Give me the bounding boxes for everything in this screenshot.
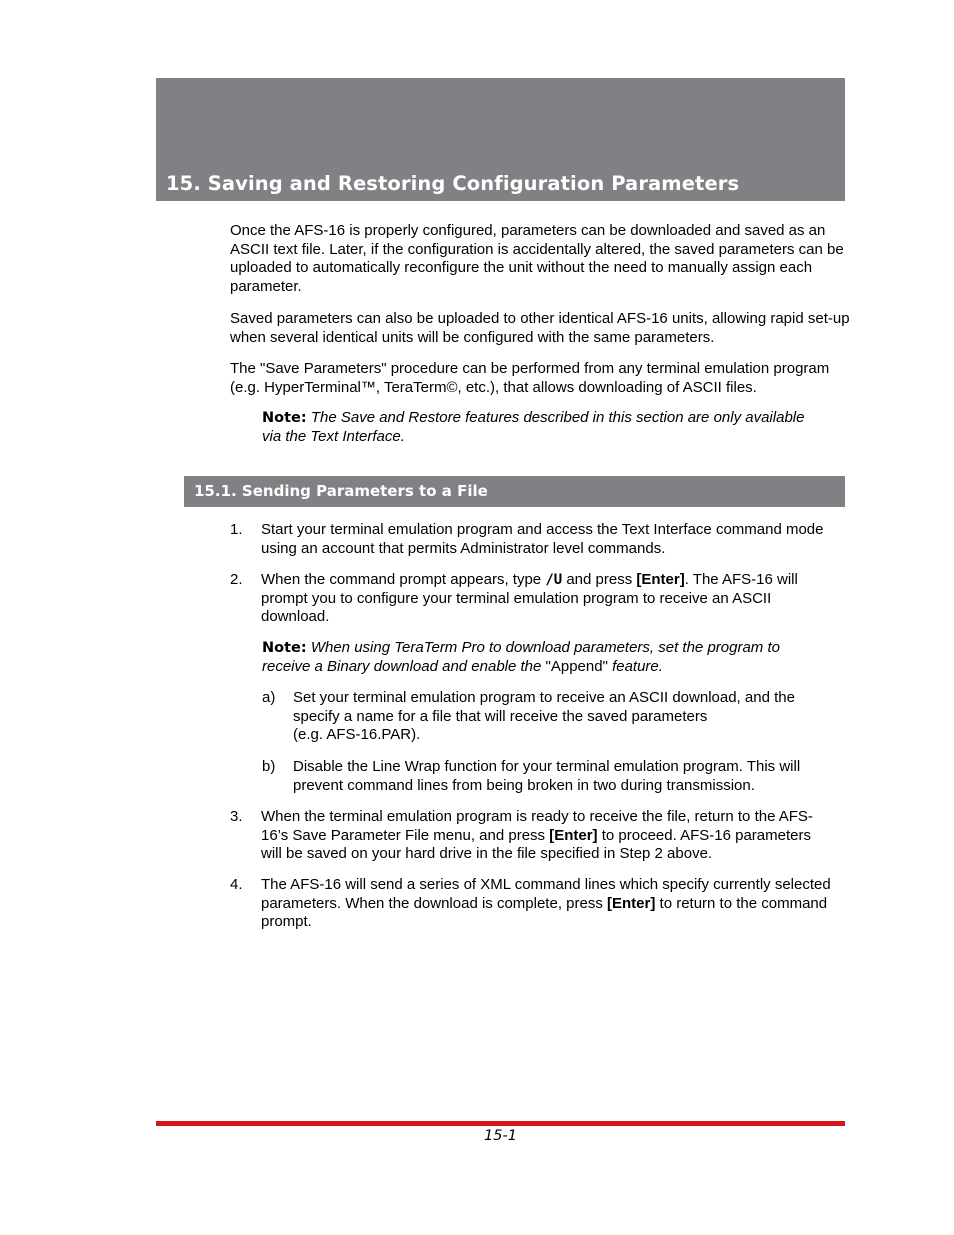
chapter-banner: [156, 78, 845, 201]
enter-key: [Enter]: [636, 571, 685, 588]
step-number: 1.: [230, 521, 243, 538]
step-text: When the command prompt appears, type /U and press [Enter]. The AFS-16 will prompt you to configure your terminal emulation program to receive an ASCII download.: [261, 571, 798, 626]
step-text: The AFS-16 will send a series of XML command lines which specify currently selected parameters. When the download is complete, press [Enter] to return to the command prompt.: [261, 876, 831, 931]
intro-paragraph-2: Saved parameters can also be uploaded to other identical AFS-16 units, allowing rapid set-up when several identical units will be configured with the same parameters.: [230, 310, 850, 346]
note-label: Note:: [262, 410, 307, 426]
section-banner: [184, 476, 845, 507]
step-text: When the terminal emulation program is ready to receive the file, return to the AFS-16’s Save Parameter File menu, and press [Enter] to proceed. AFS-16 parameters will be saved on your hard drive in the file specified in Step 2 above.: [261, 808, 813, 863]
footer-rule: [156, 1121, 845, 1126]
step-text: Start your terminal emulation program and access the Text Interface command mode using an account that permits Administrator level commands.: [261, 521, 824, 557]
step-number: 2.: [230, 571, 243, 588]
step-number: 3.: [230, 808, 243, 825]
page-number: 15-1: [484, 1128, 517, 1144]
section-title: 15.1. Sending Parameters to a File: [194, 482, 488, 500]
enter-key: [Enter]: [549, 826, 598, 844]
note-teraterm: Note: When using TeraTerm Pro to download parameters, set the program to receive a Binary download and enable the "Append" feature.: [262, 639, 780, 675]
substep-letter: a): [262, 689, 276, 706]
note-label: Note:: [262, 640, 307, 656]
step-number: 4.: [230, 876, 243, 893]
note-text: The Save and Restore features described in this section are only available via the Text Interface.: [262, 409, 805, 445]
substep-text: Set your terminal emulation program to receive an ASCII download, and the specify a name for a file that will receive the saved parameters (e.g. AFS-16.PAR).: [293, 689, 795, 744]
command-code: /U: [545, 572, 563, 588]
chapter-title: 15. Saving and Restoring Configuration Parameters: [166, 172, 740, 195]
intro-paragraph-3: The "Save Parameters" procedure can be performed from any terminal emulation program (e.g. HyperTerminal™, TeraTerm©, etc.), that allows downloading of ASCII files.: [230, 360, 830, 396]
note-save-restore: [262, 409, 822, 446]
substep-text: Disable the Line Wrap function for your terminal emulation program. This will prevent command lines from being broken in two during transmission.: [293, 758, 801, 794]
enter-key: [Enter]: [607, 894, 656, 912]
substep-letter: b): [262, 758, 276, 775]
intro-paragraph-1: Once the AFS-16 is properly configured, parameters can be downloaded and saved as an ASCII text file. Later, if the configuration is accidentally altered, the saved parameters can be uploaded to automatically reconfigure the unit without the need to manually assign each parameter.: [230, 222, 844, 296]
